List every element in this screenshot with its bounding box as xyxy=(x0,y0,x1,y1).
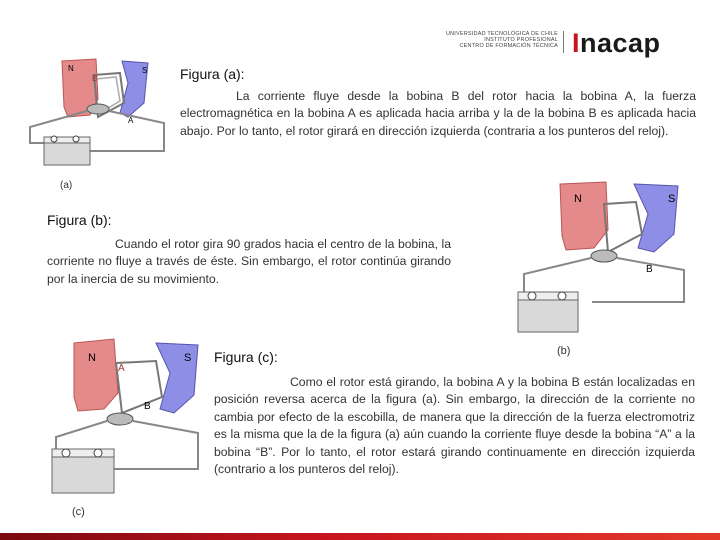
figure-c-heading: Figura (c): xyxy=(214,349,278,365)
inacap-logo-mark: I xyxy=(572,28,581,58)
battery xyxy=(518,296,578,332)
figure-a-paragraph xyxy=(180,88,696,140)
label-s: S xyxy=(142,66,148,75)
coil-wire xyxy=(604,202,642,252)
battery-top xyxy=(518,292,578,300)
battery-plus-terminal xyxy=(62,449,70,457)
battery-top xyxy=(52,449,114,457)
figure-c-diagram xyxy=(48,335,208,503)
figure-c-text: Como el rotor está girando, la bobina A y la bobina B están localizadas en posición reversa acerca de la figura (a). Sin embargo, la dirección de la corriente no cambia por efecto de la escobilla, de manera que la dirección de la fuerza electromotriz es la misma que la de la figura (a) aún cuando la corriente fluye desde la bobina “A” a la bobina “B”. Por lo tanto, el rotor estará girando continuamente en dirección izquierda (contrario a los punteros del reloj). xyxy=(214,375,695,477)
institution-line-3: CENTRO DE FORMACIÓN TÉCNICA xyxy=(459,43,558,49)
figure-a-caption: (a) xyxy=(60,180,73,191)
commutator xyxy=(107,413,133,425)
figure-b-diagram xyxy=(508,178,698,338)
label-n: N xyxy=(68,64,74,73)
commutator xyxy=(87,104,109,114)
label-a: A xyxy=(128,116,134,125)
figure-b-paragraph xyxy=(47,236,451,288)
figure-c-caption: (c) xyxy=(72,506,85,518)
figure-c-paragraph xyxy=(214,374,695,478)
figure-a-diagram xyxy=(24,55,170,193)
label-b: B xyxy=(92,74,98,83)
north-magnet xyxy=(560,182,608,250)
inacap-logo xyxy=(572,28,661,59)
label-s: S xyxy=(668,193,676,205)
figure-a-heading: Figura (a): xyxy=(180,66,245,82)
south-magnet xyxy=(156,343,198,413)
figure-b-text: Cuando el rotor gira 90 grados hacia el centro de la bobina, la corriente no fluye a través de éste. Sin embargo, el rotor continúa girando por la inercia de su movimiento. xyxy=(47,237,451,286)
label-s: S xyxy=(184,352,192,364)
institution-logo xyxy=(438,31,558,49)
institution-line-2: INSTITUTO PROFESIONAL xyxy=(484,37,558,43)
battery-minus-terminal xyxy=(558,292,566,300)
logo-separator xyxy=(563,31,564,53)
battery xyxy=(52,453,114,493)
label-n: N xyxy=(88,352,96,364)
label-b: B xyxy=(144,401,151,412)
battery-minus-terminal xyxy=(73,136,79,142)
north-magnet xyxy=(74,339,118,411)
label-b: B xyxy=(646,264,653,275)
battery-plus-terminal xyxy=(528,292,536,300)
figure-a-text: La corriente fluye desde la bobina B del rotor hacia la bobina A, la fuerza electromagnética en la bobina A es aplicada hacia arriba y la de la bobina B es aplicada hacia abajo. Por lo tanto, el rotor girará en dirección izquierda (contraria a los punteros del reloj). xyxy=(180,89,696,138)
bottom-brand-bar xyxy=(0,533,720,540)
commutator xyxy=(591,250,617,262)
battery-minus-terminal xyxy=(94,449,102,457)
figure-b-caption: (b) xyxy=(557,345,571,357)
label-a: A xyxy=(118,363,125,374)
label-n: N xyxy=(574,193,582,205)
battery-plus-terminal xyxy=(51,136,57,142)
figure-b-heading: Figura (b): xyxy=(47,212,112,228)
institution-line-1: UNIVERSIDAD TECNOLÓGICA DE CHILE xyxy=(445,31,558,37)
inacap-logo-word: nacap xyxy=(580,28,661,58)
